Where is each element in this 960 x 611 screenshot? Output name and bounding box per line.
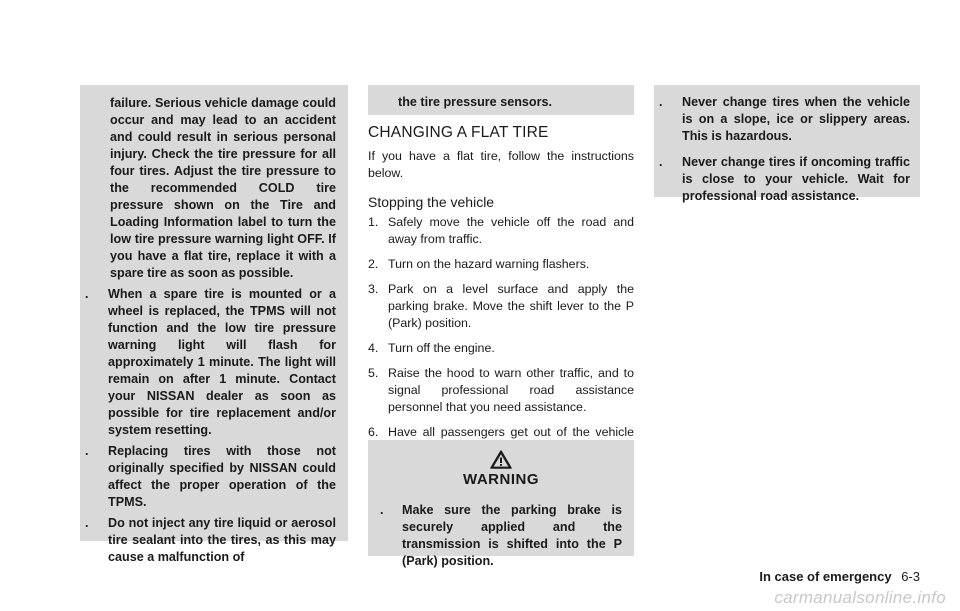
warning-continued-box bbox=[80, 85, 348, 564]
footer-section-title: In case of emergency bbox=[759, 569, 892, 584]
warning-cont-text: the tire pressure sensors. bbox=[398, 95, 552, 109]
step-item: 3. Park on a level surface and apply the parking brake. Move the shift lever to the P (Park) position. bbox=[368, 282, 634, 330]
warning-bullet: . Never change tires when the vehicle is on a slope, ice or slippery areas. This is hazardous. bbox=[659, 95, 910, 143]
subheading: Stopping the vehicle bbox=[368, 194, 495, 210]
page-footer bbox=[759, 569, 920, 584]
warning-bullet: . When a spare tire is mounted or a wheel is replaced, the TPMS will not function and the low tire pressure warning light will flash for approximately 1 minute. The light will remain on after 1 minute. Contact your NISSAN dealer as soon as possible for tire replacement and/or system resetting. bbox=[85, 287, 336, 437]
warning-header bbox=[368, 440, 634, 488]
page-number: 6-3 bbox=[901, 569, 920, 584]
warning-box bbox=[368, 440, 634, 568]
warning-continued-box-right bbox=[654, 85, 920, 203]
warning-bullet: . Never change tires if oncoming traffic is close to your vehicle. Wait for professional road assistance. bbox=[659, 155, 910, 203]
step-item: 1. Safely move the vehicle off the road and away from traffic. bbox=[368, 215, 634, 246]
warning-bullet: . Do not inject any tire liquid or aerosol tire sealant into the tires, as this may cause a malfunction of bbox=[85, 516, 336, 564]
warning-title: WARNING bbox=[463, 471, 539, 488]
warning-triangle-icon bbox=[490, 450, 512, 469]
step-item: 4. Turn off the engine. bbox=[368, 341, 495, 355]
warning-intro-text: failure. Serious vehicle damage could occur and may lead to an accident and could result in serious personal injury. Check the tire pressure for all four tires. Adjust the tire pressure to the recommended COLD tire pressure shown on the Tire and Loading Information label to turn the low tire pressure warning light OFF. If you have a flat tire, replace it with a spare tire as soon as possible. bbox=[110, 96, 336, 280]
step-list bbox=[368, 214, 634, 475]
flat-tire-section bbox=[368, 124, 634, 483]
warning-continued-strip bbox=[368, 85, 634, 115]
step-item: 2. Turn on the hazard warning flashers. bbox=[368, 257, 590, 271]
section-intro: If you have a flat tire, follow the instructions below. bbox=[368, 149, 634, 180]
step-item: 6. Have all passengers get out of the vehicle bbox=[368, 425, 634, 439]
warning-bullet: . Make sure the parking brake is securely applied and the transmission is shifted into the P (Park) position. bbox=[380, 503, 622, 568]
watermark: carmanualsonline.info bbox=[774, 588, 946, 607]
warning-bullet: . Replacing tires with those not originally specified by NISSAN could affect the proper operation of the TPMS. bbox=[85, 444, 336, 509]
section-heading: CHANGING A FLAT TIRE bbox=[368, 124, 549, 141]
step-item: 5. Raise the hood to warn other traffic, and to signal professional road assistance personnel that you need assistance. bbox=[368, 366, 634, 414]
